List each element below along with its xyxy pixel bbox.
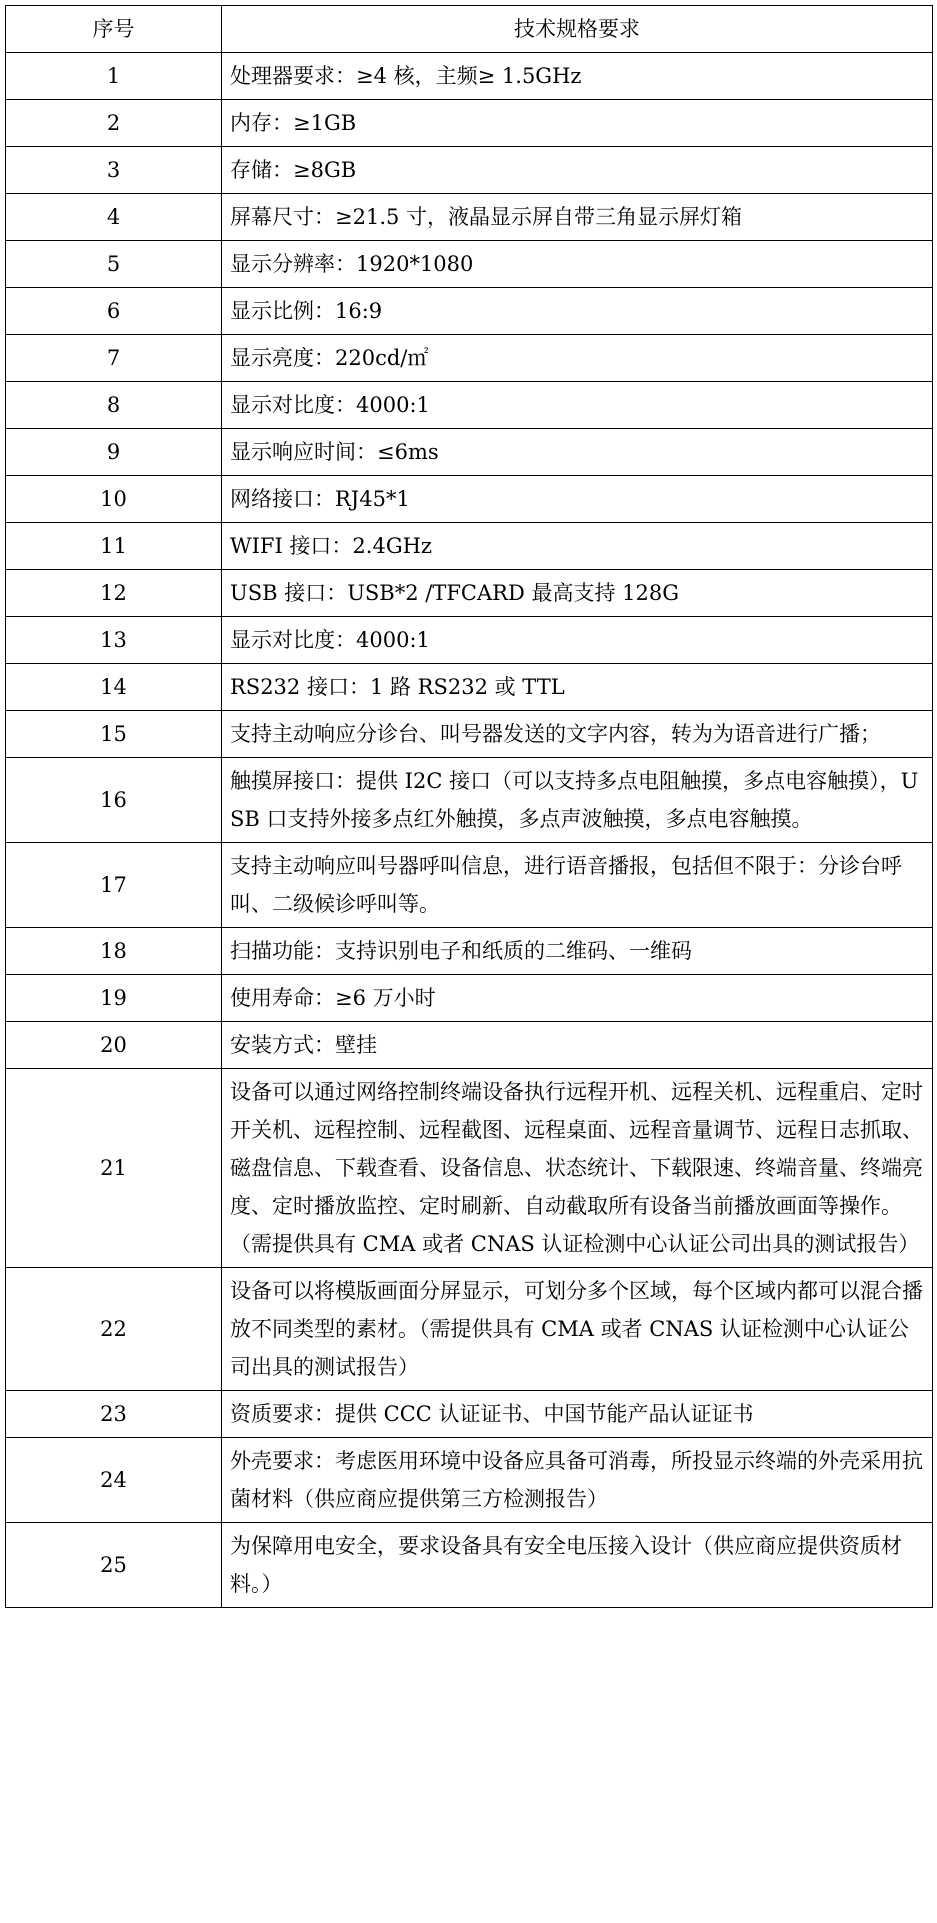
row-number: 8: [6, 382, 222, 429]
row-spec: 显示分辨率：1920*1080: [222, 241, 933, 288]
row-number: 21: [6, 1069, 222, 1268]
row-spec: WIFI 接口：2.4GHz: [222, 523, 933, 570]
row-number: 12: [6, 570, 222, 617]
row-number: 14: [6, 664, 222, 711]
row-spec: 显示比例：16:9: [222, 288, 933, 335]
row-number: 22: [6, 1268, 222, 1391]
table-row: [6, 53, 933, 100]
row-number: 25: [6, 1523, 222, 1608]
row-spec: USB 接口：USB*2 /TFCARD 最高支持 128G: [222, 570, 933, 617]
row-spec: 设备可以通过网络控制终端设备执行远程开机、远程关机、远程重启、定时开关机、远程控制、远程截图、远程桌面、远程音量调节、远程日志抓取、磁盘信息、下载查看、设备信息、状态统计、下载限速、终端音量、终端亮度、定时播放监控、定时刷新、自动截取所有设备当前播放画面等操作。（需提供具有 CMA 或者 CNAS 认证检测中心认证公司出具的测试报告）: [222, 1069, 933, 1268]
spec-table: [5, 5, 933, 1608]
table-row: [6, 382, 933, 429]
row-number: 1: [6, 53, 222, 100]
table-row: [6, 1391, 933, 1438]
row-number: 3: [6, 147, 222, 194]
row-number: 2: [6, 100, 222, 147]
row-spec: 为保障用电安全，要求设备具有安全电压接入设计（供应商应提供资质材料。）: [222, 1523, 933, 1608]
row-spec: 支持主动响应分诊台、叫号器发送的文字内容，转为为语音进行广播；: [222, 711, 933, 758]
row-number: 24: [6, 1438, 222, 1523]
row-number: 11: [6, 523, 222, 570]
table-row: [6, 1069, 933, 1268]
row-spec: RS232 接口：1 路 RS232 或 TTL: [222, 664, 933, 711]
table-row: [6, 928, 933, 975]
table-row: [6, 147, 933, 194]
table-row: [6, 570, 933, 617]
table-row: [6, 1022, 933, 1069]
row-spec: 显示亮度：220cd/㎡: [222, 335, 933, 382]
row-spec: 内存：≥1GB: [222, 100, 933, 147]
table-row: [6, 1438, 933, 1523]
row-spec: 网络接口：RJ45*1: [222, 476, 933, 523]
table-row: [6, 1268, 933, 1391]
table-row: [6, 288, 933, 335]
row-spec: 触摸屏接口：提供 I2C 接口（可以支持多点电阻触摸，多点电容触摸），USB 口支持外接多点红外触摸，多点声波触摸，多点电容触摸。: [222, 758, 933, 843]
header-no: 序号: [6, 6, 222, 53]
row-spec: 处理器要求：≥4 核，主频≥ 1.5GHz: [222, 53, 933, 100]
row-number: 15: [6, 711, 222, 758]
row-spec: 存储：≥8GB: [222, 147, 933, 194]
row-spec: 资质要求：提供 CCC 认证证书、中国节能产品认证证书: [222, 1391, 933, 1438]
row-number: 9: [6, 429, 222, 476]
table-row: [6, 241, 933, 288]
row-spec: 屏幕尺寸：≥21.5 寸，液晶显示屏自带三角显示屏灯箱: [222, 194, 933, 241]
table-row: [6, 711, 933, 758]
table-row: [6, 194, 933, 241]
table-row: [6, 476, 933, 523]
row-number: 19: [6, 975, 222, 1022]
table-row: [6, 758, 933, 843]
table-row: [6, 523, 933, 570]
table-row: [6, 335, 933, 382]
row-spec: 外壳要求：考虑医用环境中设备应具备可消毒，所投显示终端的外壳采用抗菌材料（供应商应提供第三方检测报告）: [222, 1438, 933, 1523]
row-spec: 显示对比度：4000:1: [222, 617, 933, 664]
row-number: 10: [6, 476, 222, 523]
row-number: 20: [6, 1022, 222, 1069]
row-number: 16: [6, 758, 222, 843]
row-spec: 扫描功能：支持识别电子和纸质的二维码、一维码: [222, 928, 933, 975]
table-row: [6, 843, 933, 928]
row-spec: 显示对比度：4000:1: [222, 382, 933, 429]
row-number: 17: [6, 843, 222, 928]
row-spec: 支持主动响应叫号器呼叫信息，进行语音播报，包括但不限于：分诊台呼叫、二级候诊呼叫等。: [222, 843, 933, 928]
row-spec: 使用寿命：≥6 万小时: [222, 975, 933, 1022]
header-spec: 技术规格要求: [222, 6, 933, 53]
table-row: [6, 1523, 933, 1608]
row-spec: 显示响应时间：≤6ms: [222, 429, 933, 476]
row-number: 5: [6, 241, 222, 288]
row-number: 4: [6, 194, 222, 241]
row-number: 23: [6, 1391, 222, 1438]
row-spec: 安装方式：壁挂: [222, 1022, 933, 1069]
table-row: [6, 429, 933, 476]
table-row: [6, 100, 933, 147]
row-number: 13: [6, 617, 222, 664]
row-number: 6: [6, 288, 222, 335]
table-row: [6, 664, 933, 711]
row-number: 7: [6, 335, 222, 382]
table-row: [6, 975, 933, 1022]
row-number: 18: [6, 928, 222, 975]
table-header-row: [6, 6, 933, 53]
table-row: [6, 617, 933, 664]
row-spec: 设备可以将模版画面分屏显示，可划分多个区域，每个区域内都可以混合播放不同类型的素材。（需提供具有 CMA 或者 CNAS 认证检测中心认证公司出具的测试报告）: [222, 1268, 933, 1391]
